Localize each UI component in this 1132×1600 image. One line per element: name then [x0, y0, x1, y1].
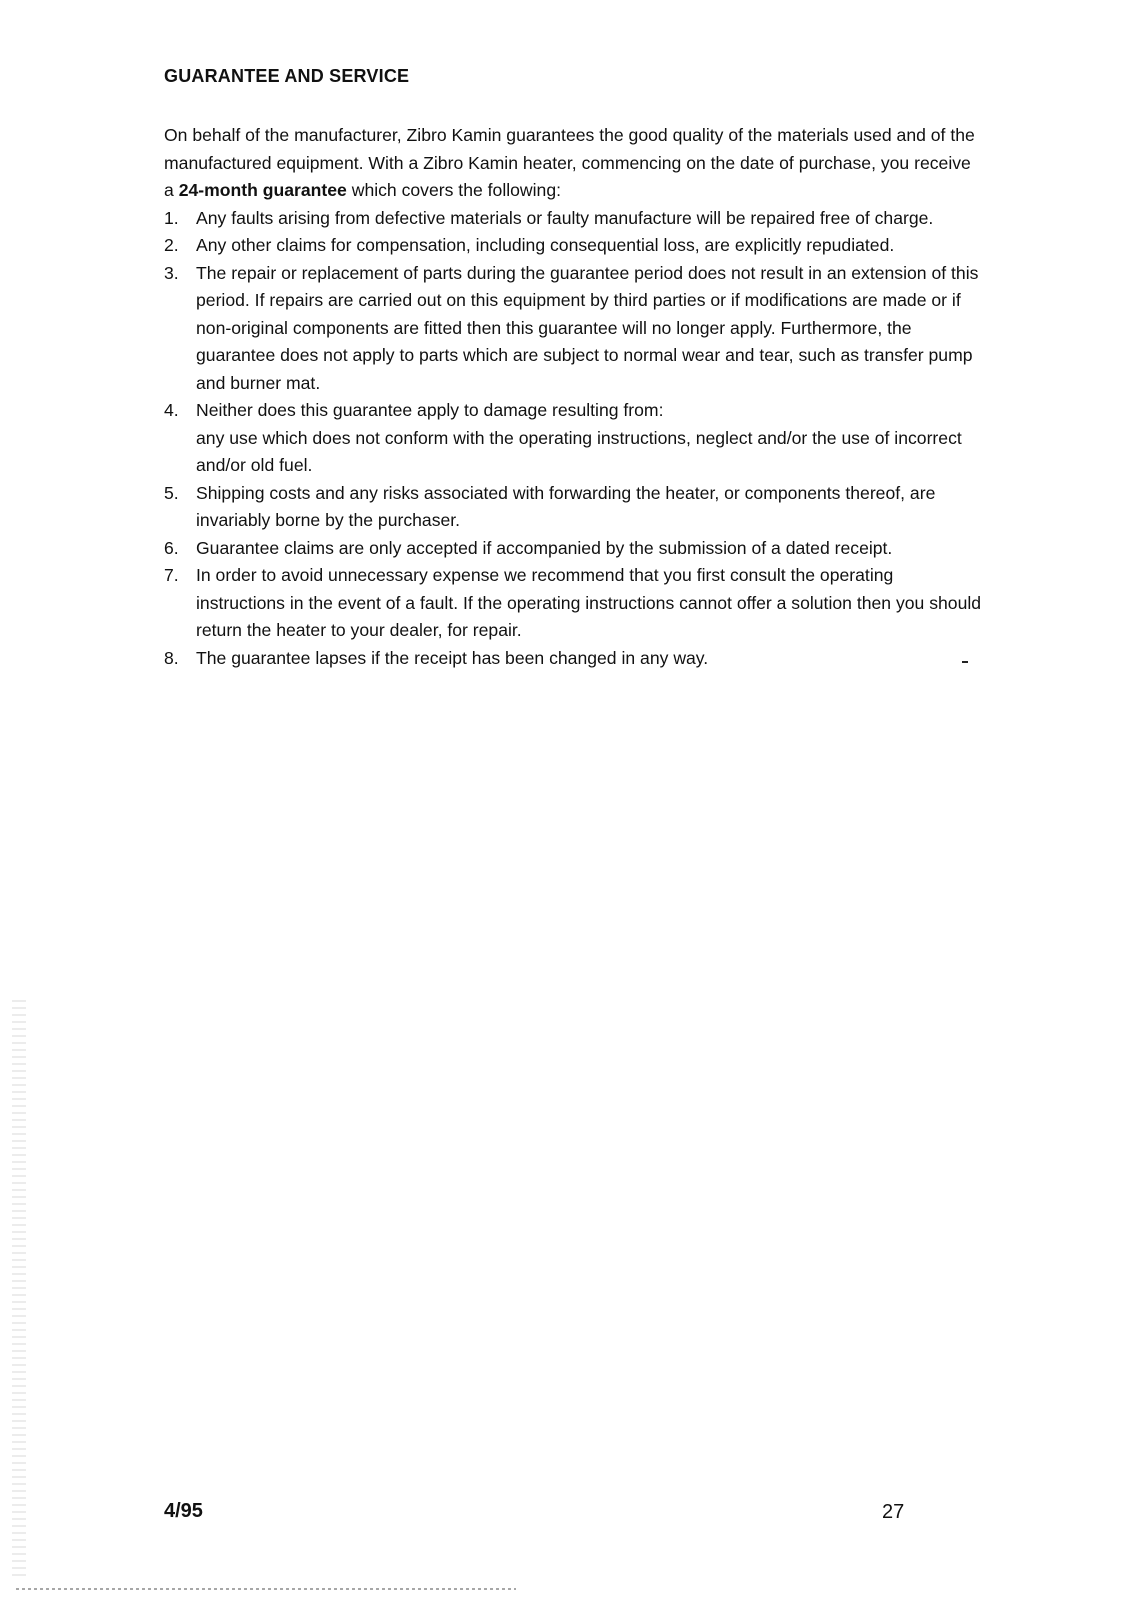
list-item [164, 645, 984, 673]
item-number: 1. [164, 207, 179, 228]
page-title: GUARANTEE AND SERVICE [164, 66, 410, 86]
item-number: 7. [164, 565, 179, 585]
intro-paragraph [164, 122, 984, 205]
list-item [164, 535, 984, 563]
list-item [164, 480, 984, 535]
item-number: 6. [164, 537, 179, 558]
item-subtext: any use which does not conform with the operating instructions, neglect and/or the use of incorrect and/or old fuel. [196, 427, 962, 475]
scan-mark [962, 661, 968, 663]
intro-bold-term: 24-month guarantee [178, 180, 347, 200]
item-text: Neither does this guarantee apply to damage resulting from: [196, 400, 664, 420]
item-text: Shipping costs and any risks associated with forwarding the heater, or components thereof, are invariably borne by the purchaser. [196, 482, 936, 530]
item-text: Guarantee claims are only accepted if accompanied by the submission of a dated receipt. [196, 537, 893, 558]
list-item [164, 232, 984, 260]
item-text: In order to avoid unnecessary expense we recommend that you first consult the operating instructions in the event of a fault. If the operating instructions cannot offer a solution then you should return the heater to your dealer, for repair. [196, 565, 982, 640]
item-text: The guarantee lapses if the receipt has been changed in any way. [196, 647, 709, 668]
list-item [164, 260, 984, 398]
item-number: 8. [164, 647, 179, 668]
item-number: 2. [164, 235, 179, 255]
guarantee-body [164, 122, 984, 672]
item-text-group [196, 397, 984, 480]
item-number: 5. [164, 482, 179, 503]
scan-bottom-artifact [16, 1588, 516, 1590]
item-number: 3. [164, 262, 179, 283]
list-item [164, 562, 984, 645]
intro-text-end: which covers the following: [346, 180, 562, 200]
item-text: The repair or replacement of parts during the guarantee period does not result in an extension of this period. If repairs are carried out on this equipment by third parties or if modifications are made or if non-original components are fitted then this guarantee will no longer apply. Furthermore, the guarantee does not apply to parts which are subject to normal wear and tear, such as transfer pump and burner mat. [196, 262, 979, 393]
list-item [164, 397, 984, 480]
page-number: 27 [882, 1501, 905, 1523]
guarantee-list [164, 205, 984, 673]
list-item [164, 205, 984, 233]
item-text: Any other claims for compensation, including consequential loss, are explicitly repudiated. [196, 235, 895, 255]
intro-text-start: On behalf of the manufacturer, Zibro Kamin guarantees the good quality of the materials used and of the manufactured equipment. With a Zibro Kamin heater, commencing on the date of purchase, you receive a [164, 125, 975, 200]
item-text: Any faults arising from defective materials or faulty manufacture will be repaired free of charge. [196, 207, 934, 228]
scan-edge-artifact [12, 1000, 26, 1580]
document-date-code: 4/95 [164, 1500, 203, 1522]
item-number: 4. [164, 400, 179, 420]
